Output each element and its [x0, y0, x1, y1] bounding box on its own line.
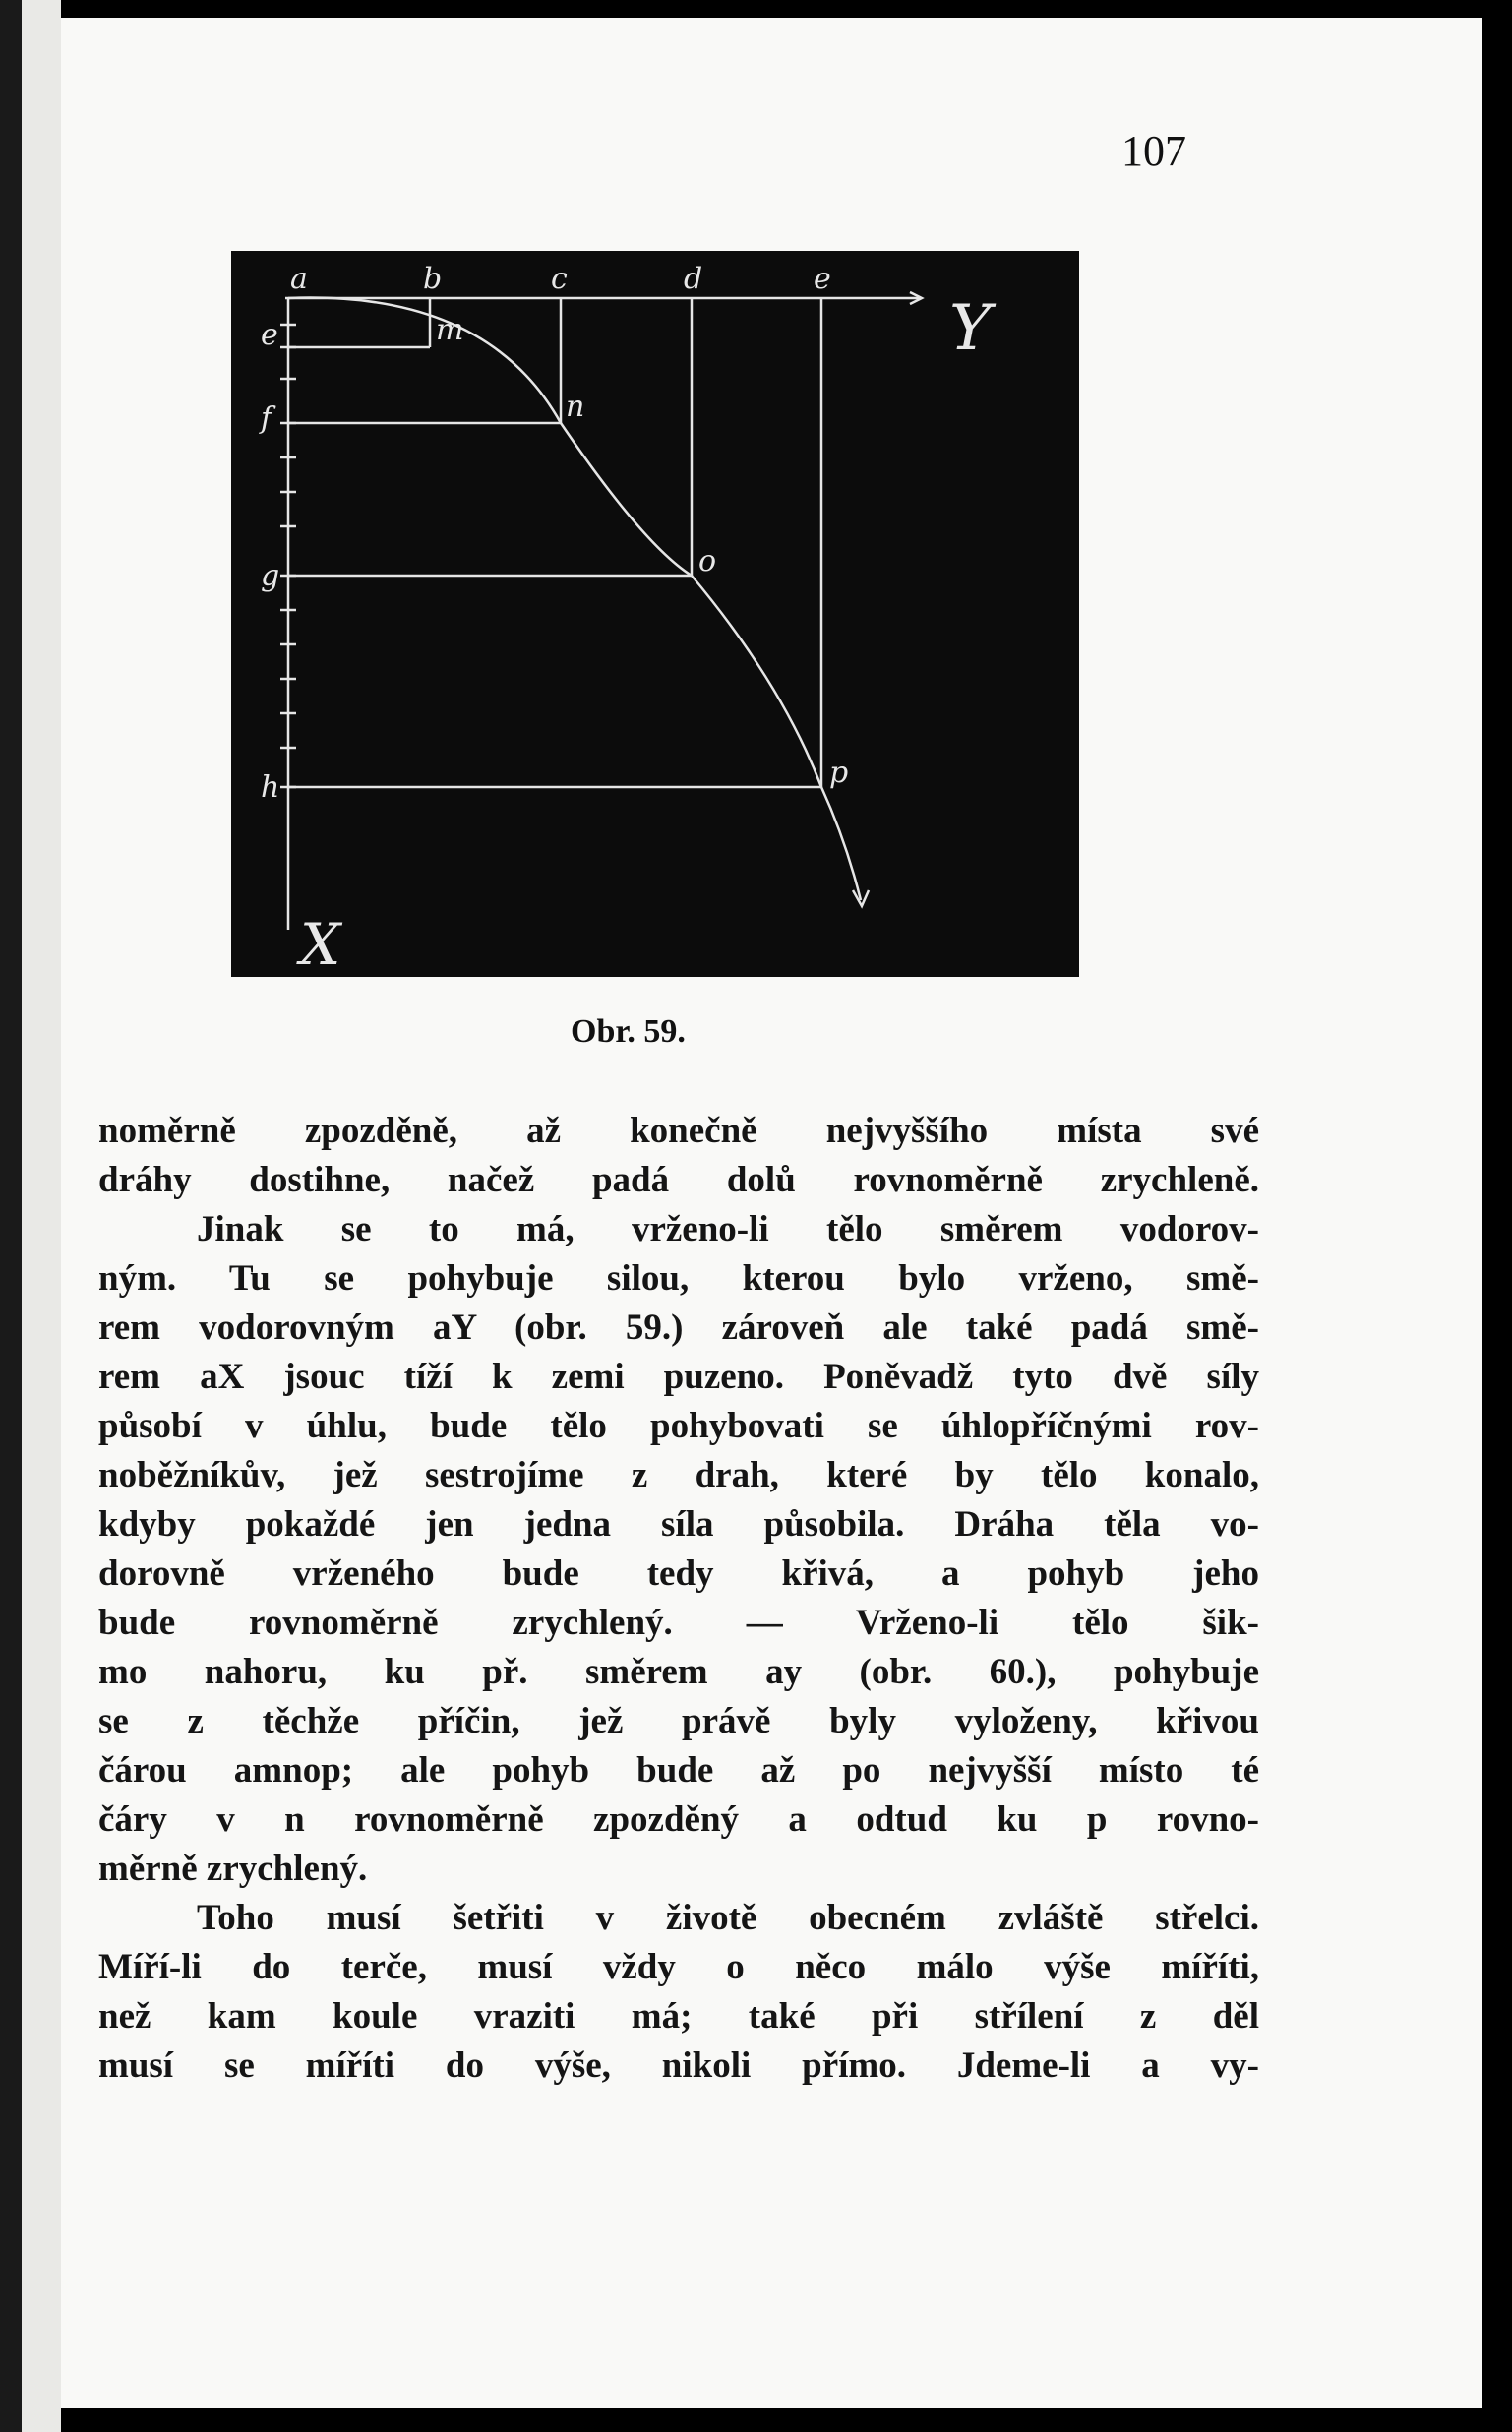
- text-line: než kam koule vraziti má; také při střílení z děl: [98, 1996, 1259, 2037]
- text-line: čárou amnop; ale pohyb bude až po nejvyšší místo té: [98, 1750, 1259, 1791]
- label-d: d: [684, 262, 703, 296]
- label-f: f: [261, 401, 272, 436]
- paragraph-1: [98, 1107, 1259, 1894]
- paragraph-2: [98, 1894, 1259, 2091]
- trajectory-diagram: [231, 251, 1079, 977]
- text-line: dorovně vrženého bude tedy křivá, a pohyb jeho: [98, 1553, 1259, 1594]
- label-n: n: [566, 390, 585, 424]
- text-line: noměrně zpozděně, až konečně nejvyššího místa své: [98, 1111, 1259, 1151]
- figure-caption: Obr. 59.: [571, 1013, 686, 1050]
- body-text: [98, 1107, 1259, 2091]
- label-o: o: [698, 544, 717, 578]
- label-h: h: [261, 770, 280, 805]
- label-g: g: [261, 559, 280, 593]
- text-line: ným. Tu se pohybuje silou, kterou bylo vrženo, smě-: [98, 1258, 1259, 1299]
- text-line: čáry v n rovnoměrně zpozděný a odtud ku p rovno-: [98, 1799, 1259, 1840]
- text-line: bude rovnoměrně zrychlený. — Vrženo-li tělo šik-: [98, 1603, 1259, 1643]
- text-line: se z těchže příčin, jež právě byly vyloženy, křivou: [98, 1701, 1259, 1741]
- page-number: 107: [1121, 127, 1186, 175]
- label-e-top: e: [814, 262, 831, 296]
- text-line: měrně zrychlený.: [98, 1849, 368, 1889]
- text-line: kdyby pokaždé jen jedna síla působila. Dráha těla vo-: [98, 1504, 1259, 1545]
- label-X: X: [300, 911, 341, 977]
- label-m: m: [436, 313, 464, 347]
- text-line: mo nahoru, ku př. směrem ay (obr. 60.), pohybuje: [98, 1652, 1259, 1692]
- scan-edge: [0, 0, 22, 2432]
- label-b: b: [423, 262, 443, 296]
- label-c: c: [551, 262, 568, 296]
- text-line: působí v úhlu, bude tělo pohybovati se úhlopříčnými rov-: [98, 1406, 1259, 1446]
- text-line: rem vodorovným aY (obr. 59.) zároveň ale také padá smě-: [98, 1307, 1259, 1348]
- text-line: Jinak se to má, vrženo-li tělo směrem vodorov-: [197, 1209, 1259, 1249]
- label-a: a: [290, 262, 308, 296]
- text-line: noběžníkův, jež sestrojíme z drah, které by tělo konalo,: [98, 1455, 1259, 1495]
- text-line: Toho musí šetřiti v životě obecném zvláště střelci.: [197, 1898, 1259, 1938]
- label-Y: Y: [949, 292, 992, 365]
- text-line: dráhy dostihne, načež padá dolů rovnoměrně zrychleně.: [98, 1160, 1259, 1200]
- facing-page-edge: [22, 0, 61, 2432]
- text-line: Míří-li do terče, musí vždy o něco málo výše míříti,: [98, 1947, 1259, 1987]
- text-line: rem aX jsouc tíží k zemi puzeno. Poněvadž tyto dvě síly: [98, 1357, 1259, 1397]
- label-e-left: e: [261, 318, 278, 352]
- trajectory-curve: [288, 298, 861, 900]
- label-p: p: [829, 756, 849, 790]
- figure-59: [231, 251, 1079, 977]
- text-line: musí se míříti do výše, nikoli přímo. Jdeme-li a vy-: [98, 2045, 1259, 2086]
